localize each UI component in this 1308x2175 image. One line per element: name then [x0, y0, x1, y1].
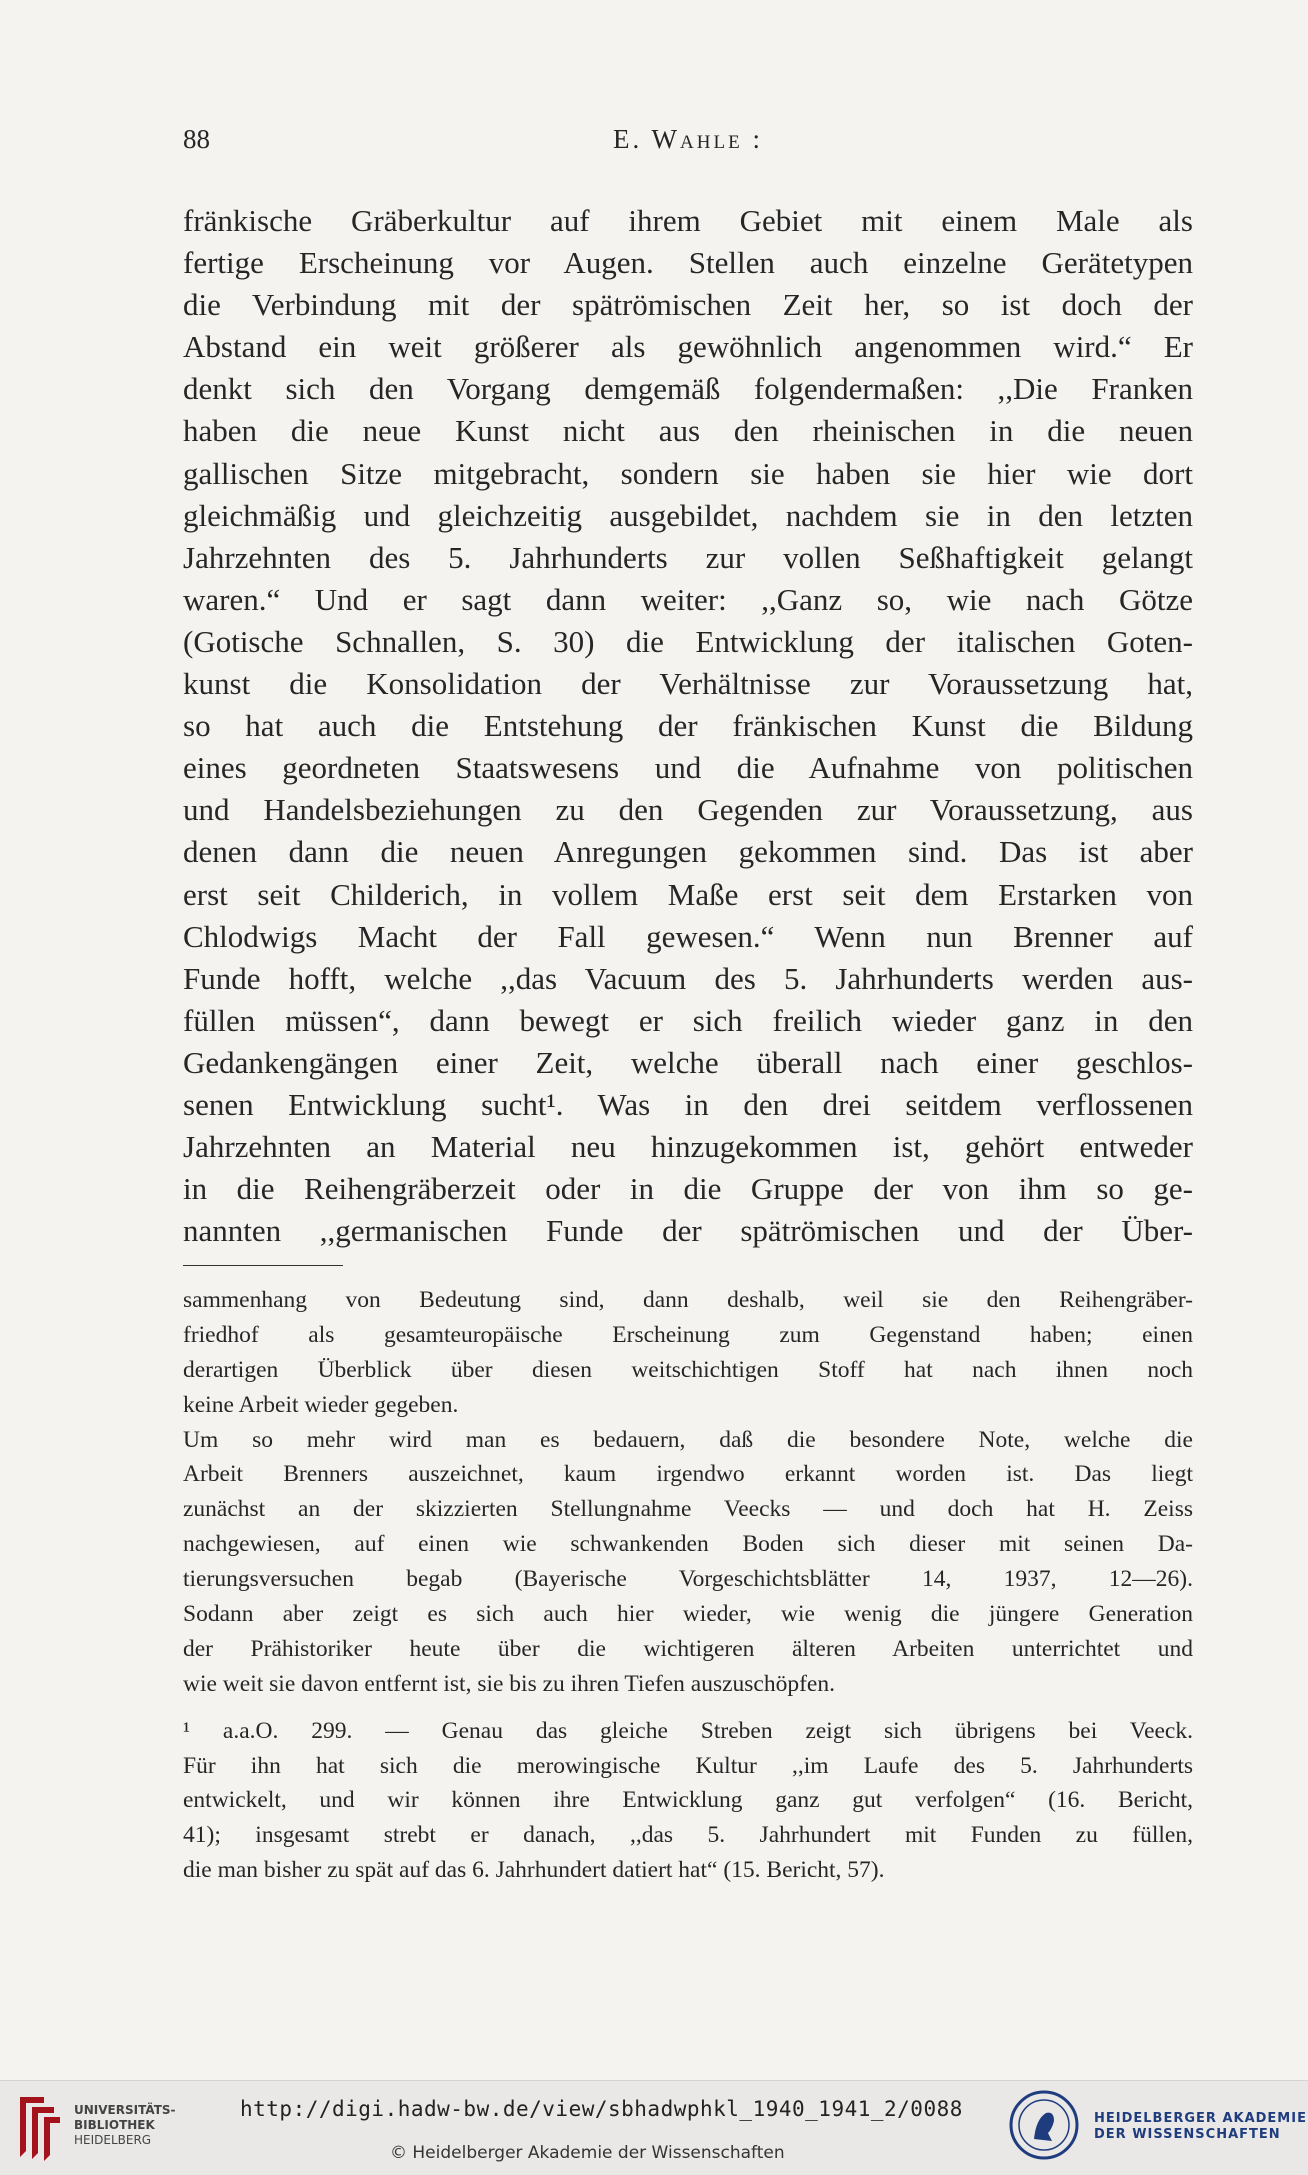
university-library-name: UNIVERSITÄTS- BIBLIOTHEK HEIDELBERG: [74, 2103, 176, 2147]
footnotes: [183, 1283, 1193, 1888]
text-line: haben die neue Kunst nicht aus den rheinischen in die neuen: [183, 413, 1193, 449]
text-line: denen dann die neuen Anregungen gekommen sind. Das ist aber: [183, 834, 1193, 870]
text-line: denkt sich den Vorgang demgemäß folgendermaßen: ,,Die Franken: [183, 371, 1193, 407]
text-line: Jahrzehnten an Material neu hinzugekommen ist, gehört entweder: [183, 1129, 1193, 1165]
text-line: Um so mehr wird man es bedauern, daß die besondere Note, welche die: [183, 1426, 1193, 1453]
running-head: [183, 124, 1193, 164]
text-line: die Verbindung mit der spätrömischen Zeit her, so ist doch der: [183, 287, 1193, 323]
text-line: fränkische Gräberkultur auf ihrem Gebiet mit einem Male als: [183, 203, 1193, 238]
text-line: sammenhang von Bedeutung sind, dann deshalb, weil sie den Reihengräber-: [183, 1287, 1193, 1313]
text-line: Gedankengängen einer Zeit, welche überall nach einer geschlos-: [183, 1044, 1193, 1080]
text-line: Funde hofft, welche ,,das Vacuum des 5. Jahrhunderts werden aus-: [183, 960, 1193, 996]
copyright-notice: © Heidelberger Akademie der Wissenschaften: [390, 2143, 785, 2163]
text-line: fertige Erscheinung vor Augen. Stellen auch einzelne Gerätetypen: [183, 245, 1193, 281]
text-line: gallischen Sitze mitgebracht, sondern sie haben sie hier wie dort: [183, 455, 1193, 491]
text-line: Arbeit Brenners auszeichnet, kaum irgendwo erkannt worden ist. Das liegt: [183, 1461, 1193, 1488]
footnote-continuation: [183, 1283, 1193, 1423]
academy-seal-icon: [1008, 2089, 1080, 2161]
text-line: Sodann aber zeigt es sich auch hier wieder, wie wenig die jüngere Generation: [183, 1601, 1193, 1628]
text-line: tierungsversuchen begab (Bayerische Vorgeschichtsblätter 14, 1937, 12—26).: [183, 1566, 1193, 1593]
text-line: nannten ,,germanischen Funde der spätrömischen und der Über-: [183, 1213, 1193, 1249]
text-line: Abstand ein weit größerer als gewöhnlich angenommen wird.“ Er: [183, 329, 1193, 365]
text-line: ¹ a.a.O. 299. — Genau das gleiche Streben zeigt sich übrigens bei Veeck.: [183, 1717, 1193, 1744]
text-line: keine Arbeit wieder gegeben.: [183, 1391, 459, 1418]
text-line: senen Entwicklung sucht¹. Was in den drei seitdem verflossenen: [183, 1086, 1193, 1122]
text-line: der Prähistoriker heute über die wichtigeren älteren Arbeiten unterrichtet und: [183, 1635, 1193, 1662]
text-line: in die Reihengräberzeit oder in die Gruppe der von ihm so ge-: [183, 1171, 1193, 1207]
academy-name: HEIDELBERGER AKADEMIE DER WISSENSCHAFTEN: [1094, 2111, 1307, 2142]
university-library-logo-icon: [14, 2091, 66, 2163]
text-line: nachgewiesen, auf einen wie schwankenden Boden sich dieser mit seinen Da-: [183, 1531, 1193, 1558]
text-line: (Gotische Schnallen, S. 30) die Entwicklung der italischen Goten-: [183, 623, 1193, 659]
text-line: Jahrzehnten des 5. Jahrhunderts zur vollen Seßhaftigkeit gelangt: [183, 539, 1193, 575]
text-line: erst seit Childerich, in vollem Maße erst seit dem Erstarken von: [183, 876, 1193, 912]
text-line: entwickelt, und wir können ihre Entwicklung ganz gut verfolgen“ (16. Bericht,: [183, 1787, 1193, 1814]
text-line: derartigen Überblick über diesen weitschichtigen Stoff hat nach ihnen noch: [183, 1356, 1193, 1383]
text-line: zunächst an der skizzierten Stellungnahme Veecks — und doch hat H. Zeiss: [183, 1496, 1193, 1523]
text-line: so hat auch die Entstehung der fränkischen Kunst die Bildung: [183, 708, 1193, 744]
text-line: wie weit sie davon entfernt ist, sie bis zu ihren Tiefen auszuschöpfen.: [183, 1670, 835, 1697]
footnote-paragraph: [183, 1423, 1193, 1702]
running-head-author: E. Wahle :: [613, 124, 763, 154]
page-number: 88: [183, 124, 210, 154]
text-line: waren.“ Und er sagt dann weiter: ,,Ganz so, wie nach Götze: [183, 581, 1193, 617]
permalink-url[interactable]: http://digi.hadw-bw.de/view/sbhadwphkl_1940_1941_2/0088: [240, 2097, 963, 2121]
text-line: eines geordneten Staatswesens und die Aufnahme von politischen: [183, 750, 1193, 786]
text-line: die man bisher zu spät auf das 6. Jahrhundert datiert hat“ (15. Bericht, 57).: [183, 1857, 885, 1884]
text-line: und Handelsbeziehungen zu den Gegenden zur Voraussetzung, aus: [183, 792, 1193, 828]
footer-bar: [0, 2080, 1308, 2175]
footnote-separator: [183, 1265, 343, 1266]
text-line: füllen müssen“, dann bewegt er sich freilich wieder ganz in den: [183, 1002, 1193, 1038]
text-line: Chlodwigs Macht der Fall gewesen.“ Wenn nun Brenner auf: [183, 918, 1193, 954]
footnote-1: [183, 1714, 1193, 1888]
text-line: gleichmäßig und gleichzeitig ausgebildet, nachdem sie in den letzten: [183, 497, 1193, 533]
text-line: friedhof als gesamteuropäische Erscheinung zum Gegenstand haben; einen: [183, 1321, 1193, 1348]
text-line: 41); insgesamt strebt er danach, ,,das 5. Jahrhundert mit Funden zu füllen,: [183, 1822, 1193, 1849]
text-line: kunst die Konsolidation der Verhältnisse zur Voraussetzung hat,: [183, 666, 1193, 702]
main-text: [183, 200, 1193, 1252]
text-line: Für ihn hat sich die merowingische Kultur ,,im Laufe des 5. Jahrhunderts: [183, 1752, 1193, 1779]
